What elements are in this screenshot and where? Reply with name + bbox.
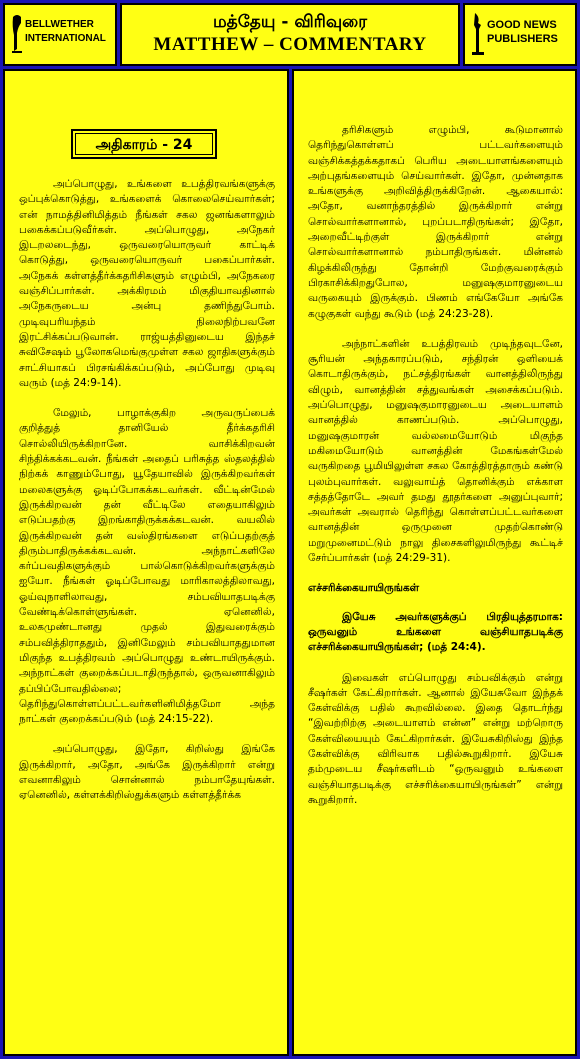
ram-logo-icon [11, 13, 23, 53]
torch-logo-icon [471, 13, 485, 55]
right-column [292, 69, 577, 1056]
paragraph: அப்பொழுது, உங்களை உபத்திரவங்களுக்கு ஒப்புக்கொடுத்து, உங்களைக் கொலைசெய்வார்கள்; என் நாமத்தினிமித்தம் நீங்கள் சகல ஜனங்களாலும் பகைக்கப்படுவீர்கள். அப்பொழுது, அநேகர் இடறலடைந்து, ஒருவரையொருவர் காட்டிக் கொடுத்து, ஒருவரையொருவர் பகைப்பார்கள். அநேகக் கள்ளத்தீர்க்கதரிசிகளும் எழும்பி, அநேகரை வஞ்சிப்பார்கள். அக்கிரமம் மிகுதியாவதினால் அநேகருடைய அன்பு தணிந்துபோம். முடிவுபரியந்தம் நிலைநிற்பவனே இரட்சிக்கப்படுவான். ராஜ்யத்தினுடைய இந்தச் சுவிசேஷம் பூலோகமெங்குமுள்ள சகல ஜாதிகளுக்கும் சாட்சியாகப் பிரசங்கிக்கப்படும், அப்போது முடிவு வரும் (மத் 24:9-14). [19, 178, 275, 389]
section-subheading: எச்சரிக்கையாயிருங்கள் [308, 582, 420, 595]
left-column-text [19, 177, 275, 819]
paragraph: அப்பொழுது, இதோ, கிறிஸ்து இங்கே இருக்கிறார், அதோ, அங்கே இருக்கிறார் என்று எவனாகிலும் சொன்னால் நம்பாதேயுங்கள். ஏனெனில், கள்ளக்கிறிஸ்துக்களும் கள்ளத்தீர்க்க [19, 743, 275, 802]
right-column-text [308, 123, 563, 823]
title-tamil: மத்தேயு - விரிவுரை [212, 12, 368, 32]
paragraph: அந்நாட்களின் உபத்திரவம் முடிந்தவுடனே, சூரியன் அந்தகாரப்படும், சந்திரன் ஒளியைக் கொடாதிருக்கும், நட்சத்திரங்கள் வானத்திலிருந்து விழும், வானத்தின் சத்துவங்கள் அசைக்கப்படும். அப்பொழுது, மனுஷகுமாரனுடைய அடையாளம் வானத்தில் காணப்படும். அப்பொழுது, மனுஷகுமாரன் வல்லமையோடும் மிகுந்த மகிமையோடும் வானத்தின் மேகங்கள்மேல் வருகிறதை பூமியிலுள்ள சகல கோத்திரத்தாரும் கண்டு புலம்புவார்கள். வலுவாய்த் தொனிக்கும் எக்காள சத்தத்தோடே அவர் தமது தூதர்களை அனுப்புவார்; அவர்கள் அவரால் தெரிந்து கொள்ளப்பட்டவர்களை வானத்தின் ஒருமுனை முதற்கொண்டு மறுமுனைமட்டும் நாலு திசைகளிலுமிருந்து கூட்டிச் சேர்ப்பார்கள் (மத் 24:29-31). [308, 337, 563, 565]
good-news-logo-line2: PUBLISHERS [487, 33, 558, 45]
paragraph: மேலும், பாழாக்குகிற அருவருப்பைக் குறித்துத் தானியேல் தீர்க்கதரிசி சொல்லியிருக்கிறானே. வாசிக்கிறவன் சிந்திக்கக்கடவன். நீங்கள் அதைப் பரிசுத்த ஸ்தலத்தில் நிற்கக் காணும்போது, யூதேயாவில் இருக்கிறவர்கள் மலைகளுக்கு ஓடிப்போகக்கடவர்கள். வீட்டின்மேல் இருக்கிறவன் தன் வீட்டிலே எதையாகிலும் எடுப்பதற்கு இறங்காதிருக்கக்கடவன். வயலில் இருக்கிறவன் தன் வஸ்திரங்களை எடுப்பதற்குத் திரும்பாதிருக்கக்கடவன். அந்நாட்களிலே கர்ப்பவதிகளுக்கும் பால்கொடுக்கிறவர்களுக்கும் ஐயோ. நீங்கள் ஓடிப்போவது மாரிகாலத்திலாவது, ஓய்வுநாளிலாவது, சம்பவியாதபடிக்கு வேண்டிக்கொள்ளுங்கள். ஏனெனில், உலகமுண்டானது முதல் இதுவரைக்கும் சம்பவித்திராததும், இனிமேலும் சம்பவியாததுமான மிகுந்த உபத்திரவம் அப்பொழுது உண்டாயிருக்கும். அந்நாட்கள் குறைக்கப்படாதிருந்தால், ஒருவனாகிலும் தப்பிப்போவதில்லை; தெரிந்துகொள்ளப்பட்டவர்களினிமித்தமோ அந்த நாட்கள் குறைக்கப்படும் (மத் 24:15-22). [19, 407, 275, 726]
left-column [3, 69, 289, 1056]
paragraph: தரிசிகளும் எழும்பி, கூடுமானால் தெரிந்துகொள்ளப் பட்டவர்களையும் வஞ்சிக்கத்தக்கதாகப் பெரிய அடையாளங்களையும் அற்புதங்களையும் செய்வார்கள். இதோ, முன்னதாக உங்களுக்கு அறிவித்திருக்கிறேன். ஆகையால்: அதோ, வனாந்தரத்தில் இருக்கிறார் என்று சொல்வார்களானால், புறப்படாதிருங்கள்; இதோ, அறைவீட்டிற்குள் இருக்கிறார் என்று சொல்வார்களானால் நம்பாதிருங்கள். மின்னல் கிழக்கிலிருந்து தோன்றி மேற்குவரைக்கும் பிரகாசிக்கிறதுபோல, மனுஷகுமாரனுடைய வருகையும் இருக்கும். பிணம் எங்கேயோ அங்கே கழுகுகள் வந்து கூடும் (மத் 24:23-28). [308, 124, 563, 320]
paragraph: இவைகள் எப்பொழுது சம்பவிக்கும் என்று சீஷர்கள் கேட்கிறார்கள். ஆனால் இயேசுவோ இந்தக் கேள்விக்கு பதில் கூறவில்லை. இதை தொடர்ந்து “இவற்றிற்கு அடையாளம் என்ன” என்று மற்றொரு கேள்வியையும் கேட்கிறார்கள். இயேசுகிறிஸ்து இந்த கேள்விக்கு விரிவாக பதில்கூறுகிறார். இயேசு தம்முடைய சீஷர்களிடம் “ஒருவனும் உங்களை வஞ்சியாதபடிக்கு எச்சரிக்கையாயிருங்கள்” என்று கூறுகிறார். [308, 671, 563, 806]
good-news-logo-line1: GOOD NEWS [487, 19, 557, 31]
title-english: MATTHEW – COMMENTARY [153, 34, 427, 55]
chapter-box [71, 129, 217, 159]
bellwether-logo-line1: BELLWETHER [25, 19, 94, 30]
bold-paragraph: இயேசு அவர்களுக்குப் பிரதியுத்தரமாக: ஒருவனும் உங்களை வஞ்சியாதபடிக்கு எச்சரிக்கையாயிருங்கள்; (மத் 24:4). [308, 610, 563, 654]
bellwether-logo-line2: INTERNATIONAL [25, 33, 106, 44]
header-title-box [120, 3, 460, 66]
bellwether-logo-box [3, 3, 117, 66]
good-news-logo-box [463, 3, 577, 66]
chapter-label: அதிகாரம் - 24 [75, 133, 213, 155]
